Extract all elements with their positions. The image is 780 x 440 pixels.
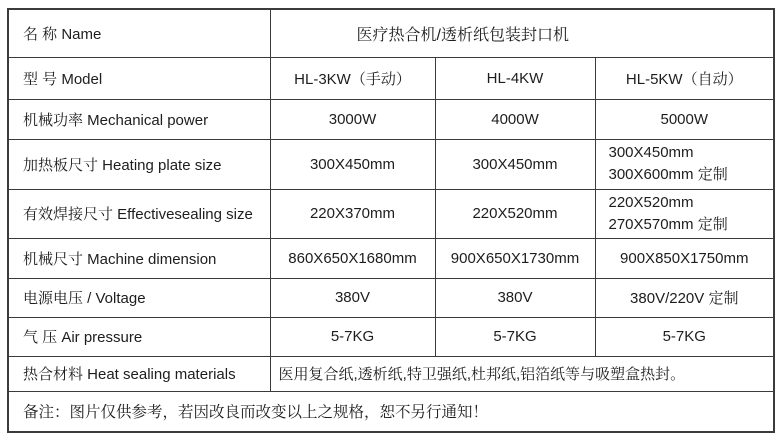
model-value-3: HL-5KW（自动） <box>595 57 774 99</box>
sealing-label: 有效焊接尺寸 Effectivesealing size <box>8 189 270 238</box>
dimension-value-2: 900X650X1730mm <box>435 238 595 278</box>
voltage-label: 电源电压 / Voltage <box>8 278 270 317</box>
heating-plate-value-3 <box>595 139 774 189</box>
spec-row-name <box>8 9 774 57</box>
sealing-value-3-line2: 270X570mm 定制 <box>608 215 728 233</box>
pressure-value-2: 5-7KG <box>435 317 595 356</box>
remark-text: 备注：图片仅供参考，若因改良而改变以上之规格，恕不另行通知！ <box>8 391 774 432</box>
voltage-value-3: 380V/220V 定制 <box>595 278 774 317</box>
spec-row-sealing <box>8 189 774 238</box>
heating-plate-value-2: 300X450mm <box>435 139 595 189</box>
spec-row-materials <box>8 356 774 391</box>
model-value-1: HL-3KW（手动） <box>270 57 435 99</box>
spec-row-remark <box>8 391 774 432</box>
materials-value: 医用复合纸,透析纸,特卫强纸,杜邦纸,铝箔纸等与吸塑盒热封。 <box>270 356 774 391</box>
sealing-value-2: 220X520mm <box>435 189 595 238</box>
heating-plate-value-3-line1: 300X450mm <box>608 144 694 161</box>
heating-plate-value-3-line2: 300X600mm 定制 <box>608 166 728 183</box>
dimension-value-1: 860X650X1680mm <box>270 238 435 278</box>
heating-plate-value-1: 300X450mm <box>270 139 435 189</box>
pressure-label: 气 压 Air pressure <box>8 317 270 356</box>
sealing-value-3 <box>595 189 774 238</box>
materials-label: 热合材料 Heat sealing materials <box>8 356 270 391</box>
spec-row-power <box>8 99 774 139</box>
product-spec-table <box>7 8 775 433</box>
power-label: 机械功率 Mechanical power <box>8 99 270 139</box>
spec-row-voltage <box>8 278 774 317</box>
pressure-value-1: 5-7KG <box>270 317 435 356</box>
sealing-value-1: 220X370mm <box>270 189 435 238</box>
spec-row-dimension <box>8 238 774 278</box>
power-value-1: 3000W <box>270 99 435 139</box>
model-label: 型 号 Model <box>8 57 270 99</box>
spec-row-model <box>8 57 774 99</box>
power-value-2: 4000W <box>435 99 595 139</box>
spec-row-heating-plate <box>8 139 774 189</box>
power-value-3: 5000W <box>595 99 774 139</box>
pressure-value-3: 5-7KG <box>595 317 774 356</box>
model-value-2: HL-4KW <box>435 57 595 99</box>
sealing-value-3-line1: 220X520mm <box>608 193 694 211</box>
dimension-label: 机械尺寸 Machine dimension <box>8 238 270 278</box>
voltage-value-2: 380V <box>435 278 595 317</box>
voltage-value-1: 380V <box>270 278 435 317</box>
product-title: 医疗热合机/透析纸包装封口机 <box>270 9 774 57</box>
spec-row-pressure <box>8 317 774 356</box>
name-label: 名 称 Name <box>8 9 270 57</box>
dimension-value-3: 900X850X1750mm <box>595 238 774 278</box>
heating-plate-label: 加热板尺寸 Heating plate size <box>8 139 270 189</box>
